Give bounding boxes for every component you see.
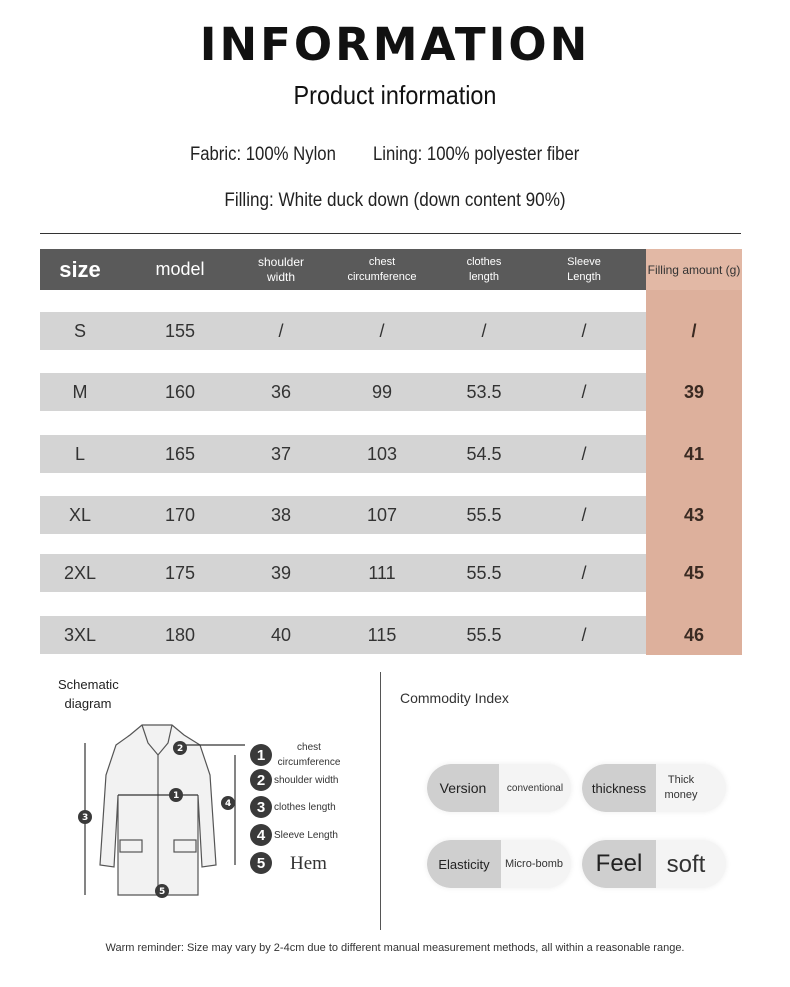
cell-length: / — [481, 320, 487, 341]
legend-item-5 — [250, 852, 327, 874]
commodity-value: Micro-bomb — [504, 857, 564, 870]
cell-length: 53.5 — [466, 381, 502, 402]
legend-num: 4 — [250, 824, 272, 846]
commodity-value: Thick money — [664, 774, 698, 801]
svg-text:4: 4 — [225, 799, 232, 809]
cell-size: L — [74, 443, 85, 464]
table-row — [40, 312, 646, 350]
header-filling: Filling amount (g) — [646, 249, 742, 290]
header-model: model — [155, 259, 205, 279]
cell-filling: 43 — [683, 504, 705, 525]
cell-size: XL — [68, 504, 92, 525]
header-chest: chest circumference — [347, 255, 417, 283]
commodity-feel — [582, 840, 726, 888]
page-title: INFORMATION — [199, 18, 591, 71]
commodity-value: soft — [666, 850, 706, 878]
cell-chest: 103 — [366, 443, 398, 464]
commodity-label: Version — [427, 764, 499, 812]
cell-shoulder: 36 — [270, 381, 292, 402]
cell-filling: / — [691, 320, 697, 341]
cell-chest: 111 — [368, 562, 396, 583]
vertical-divider — [380, 672, 381, 930]
legend-text: clothes length — [274, 801, 336, 813]
commodity-label: Elasticity — [427, 840, 501, 888]
commodity-thickness — [582, 764, 726, 812]
table-row — [40, 554, 646, 592]
table-row — [40, 496, 646, 534]
legend-num: 1 — [250, 744, 272, 766]
cell-sleeve: / — [581, 624, 587, 645]
cell-shoulder: 37 — [270, 443, 292, 464]
cell-sleeve: / — [581, 320, 587, 341]
svg-text:2: 2 — [177, 744, 184, 754]
table-row — [40, 616, 646, 654]
cell-size: M — [72, 381, 88, 402]
fabric-info: Fabric: 100% Nylon — [190, 144, 336, 165]
jacket-schematic-icon — [70, 715, 245, 905]
header-shoulder: shoulder width — [257, 254, 305, 284]
warm-reminder: Warm reminder: Size may vary by 2-4cm due to different manual measurement methods, all within a reasonable range. — [105, 942, 685, 954]
cell-filling: 46 — [683, 624, 705, 645]
cell-filling: 41 — [683, 443, 705, 464]
commodity-value: conventional — [506, 782, 564, 794]
cell-size: 3XL — [63, 624, 97, 645]
subtitle: Product information — [293, 80, 497, 110]
svg-text:5: 5 — [159, 887, 166, 897]
cell-sleeve: / — [581, 381, 587, 402]
schematic-label: Schematic diagram — [58, 677, 119, 711]
legend-item-3 — [250, 796, 336, 818]
cell-length: 55.5 — [466, 504, 502, 525]
cell-chest: 99 — [371, 381, 393, 402]
commodity-label: Feel — [582, 840, 656, 888]
cell-model: 155 — [164, 320, 196, 341]
cell-length: 55.5 — [466, 624, 502, 645]
legend-text: Sleeve Length — [274, 829, 338, 841]
cell-model: 160 — [164, 381, 196, 402]
table-header — [40, 249, 646, 290]
legend-text: chest circumference — [277, 742, 341, 768]
svg-text:3: 3 — [82, 813, 89, 823]
legend-item-2 — [250, 769, 338, 791]
lining-info: Lining: 100% polyester fiber — [373, 144, 580, 165]
svg-text:1: 1 — [173, 791, 180, 801]
cell-model: 170 — [164, 504, 196, 525]
legend-num: 2 — [250, 769, 272, 791]
cell-size: S — [73, 320, 86, 341]
legend-text: Hem — [290, 852, 327, 874]
commodity-elasticity — [427, 840, 571, 888]
cell-shoulder: 40 — [270, 624, 292, 645]
divider — [40, 233, 741, 234]
commodity-label: thickness — [582, 764, 656, 812]
cell-filling: 39 — [683, 381, 705, 402]
cell-model: 175 — [164, 562, 196, 583]
cell-chest: / — [379, 320, 385, 341]
cell-length: 55.5 — [466, 562, 502, 583]
header-sleeve: Sleeve Length — [567, 255, 601, 283]
legend-num: 3 — [250, 796, 272, 818]
cell-shoulder: / — [278, 320, 284, 341]
table-row — [40, 373, 646, 411]
cell-size: 2XL — [63, 562, 97, 583]
legend-item-4 — [250, 824, 338, 846]
commodity-version — [427, 764, 571, 812]
filling-info: Filling: White duck down (down content 90%) — [224, 190, 566, 211]
cell-chest: 107 — [366, 504, 398, 525]
cell-sleeve: / — [581, 504, 587, 525]
cell-chest: 115 — [367, 624, 397, 645]
table-row — [40, 435, 646, 473]
cell-shoulder: 39 — [270, 562, 292, 583]
header-length: clothes length — [466, 255, 502, 283]
legend-item-1 — [250, 740, 344, 770]
cell-length: 54.5 — [466, 443, 502, 464]
header-size: size — [59, 257, 101, 282]
cell-shoulder: 38 — [270, 504, 292, 525]
cell-sleeve: / — [581, 562, 587, 583]
legend-num: 5 — [250, 852, 272, 874]
cell-model: 165 — [164, 443, 196, 464]
legend-text: shoulder width — [274, 774, 339, 786]
commodity-title: Commodity Index — [400, 690, 509, 706]
cell-model: 180 — [164, 624, 196, 645]
cell-sleeve: / — [581, 443, 587, 464]
cell-filling: 45 — [683, 562, 705, 583]
